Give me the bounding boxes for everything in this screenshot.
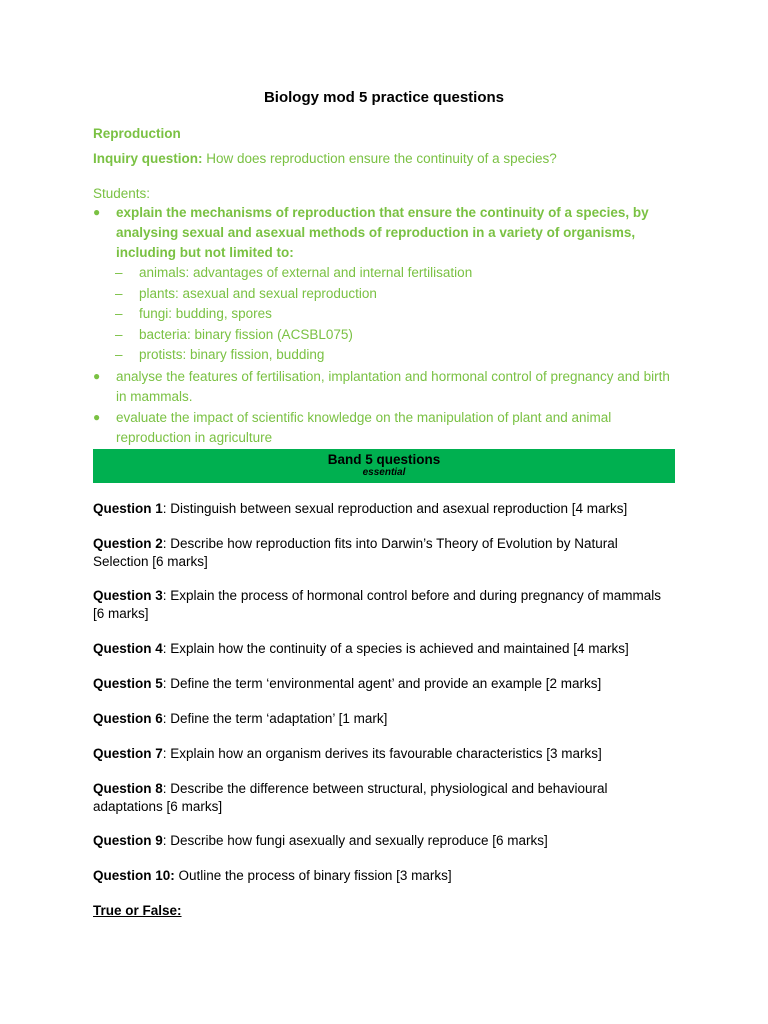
question-label: Question 9 <box>93 833 163 848</box>
question-item <box>93 640 675 658</box>
sub-item-text: animals: advantages of external and internal fertilisation <box>139 265 473 280</box>
sub-item-text: bacteria: binary fission (ACSBL075) <box>139 327 353 342</box>
inquiry-text: How does reproduction ensure the continuity of a species? <box>202 151 557 166</box>
question-item <box>93 675 675 693</box>
question-label: Question 4 <box>93 641 163 656</box>
question-text: : Describe the difference between structural, physiological and behavioural adaptations [6 marks] <box>93 781 608 814</box>
question-label: Question 2 <box>93 536 163 551</box>
question-text: : Distinguish between sexual reproduction and asexual reproduction [4 marks] <box>162 501 628 516</box>
question-item <box>93 832 675 850</box>
bullet-icon: ● <box>93 410 101 424</box>
dash-icon: – <box>115 286 123 301</box>
outcome-text: evaluate the impact of scientific knowledge on the manipulation of plant and animal reproduction in agriculture <box>116 410 612 445</box>
question-label: Question 1 <box>93 501 163 516</box>
question-text: : Define the term ‘adaptation’ [1 mark] <box>162 711 388 726</box>
band-title: Band 5 questions <box>327 452 441 467</box>
question-item <box>93 710 675 728</box>
question-text: : Describe how fungi asexually and sexually reproduce [6 marks] <box>162 833 548 848</box>
bullet-icon: ● <box>93 369 101 383</box>
students-label: Students: <box>93 186 151 201</box>
question-text: : Explain how an organism derives its favourable characteristics [3 marks] <box>162 746 602 761</box>
document-title: Biology mod 5 practice questions <box>263 89 505 106</box>
bullet-icon: ● <box>93 205 101 219</box>
question-text: : Explain how the continuity of a species is achieved and maintained [4 marks] <box>162 641 629 656</box>
sub-item-text: protists: binary fission, budding <box>139 347 325 362</box>
question-text: : Explain the process of hormonal control before and during pregnancy of mammals [6 marks] <box>93 588 662 621</box>
sub-item-text: plants: asexual and sexual reproduction <box>139 286 377 301</box>
section-heading: Reproduction <box>93 126 181 141</box>
dash-icon: – <box>115 265 123 280</box>
band-header <box>93 449 675 483</box>
question-item <box>93 867 675 885</box>
question-label: Question 7 <box>93 746 163 761</box>
dash-icon: – <box>115 327 123 342</box>
question-text: : Describe how reproduction fits into Darwin’s Theory of Evolution by Natural Selection [6 marks] <box>93 536 618 569</box>
question-label: Question 3 <box>93 588 163 603</box>
question-item <box>93 587 675 623</box>
band-subtitle: essential <box>362 467 406 478</box>
question-item <box>93 745 675 763</box>
question-label: Question 10: <box>93 868 175 883</box>
dash-icon: – <box>115 306 123 321</box>
outcome-text: explain the mechanisms of reproduction that ensure the continuity of a species, by analysing sexual and asexual methods of reproduction in a variety of organisms, including but not limited to: <box>116 205 649 260</box>
sub-item-text: fungi: budding, spores <box>139 306 272 321</box>
question-item <box>93 535 675 571</box>
outcome-text: analyse the features of fertilisation, implantation and hormonal control of pregnancy and birth in mammals. <box>116 369 670 404</box>
question-item <box>93 500 675 518</box>
inquiry-question <box>93 151 557 166</box>
question-text: Outline the process of binary fission [3 marks] <box>174 868 452 883</box>
question-label: Question 5 <box>93 676 163 691</box>
question-label: Question 8 <box>93 781 163 796</box>
question-item <box>93 780 675 816</box>
question-label: Question 6 <box>93 711 163 726</box>
dash-icon: – <box>115 347 123 362</box>
true-false-heading: True or False: <box>93 903 182 918</box>
question-text: : Define the term ‘environmental agent’ and provide an example [2 marks] <box>162 676 602 691</box>
inquiry-label: Inquiry question: <box>93 151 203 166</box>
